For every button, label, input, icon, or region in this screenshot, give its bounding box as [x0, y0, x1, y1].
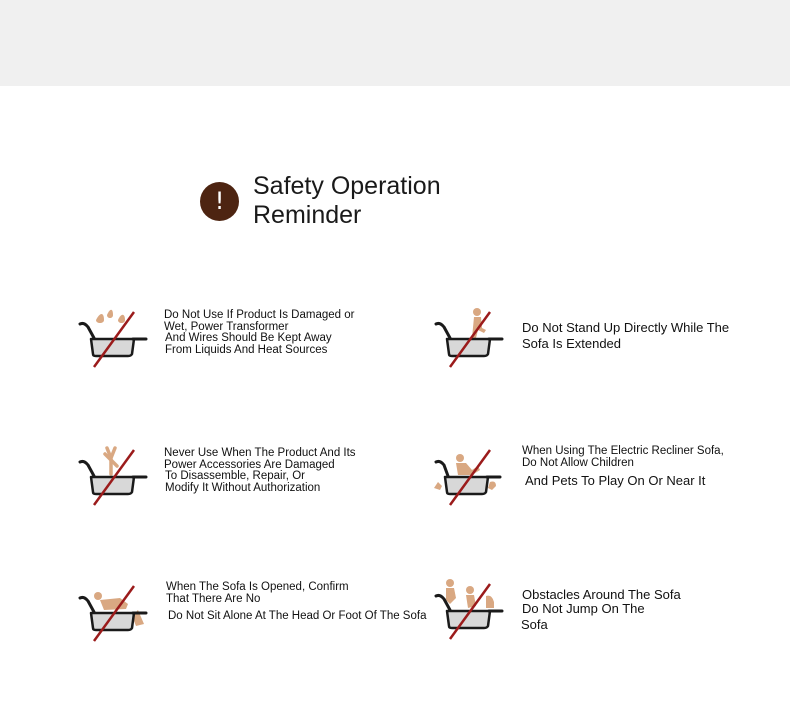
item-4-text: When Using The Electric Recliner Sofa, Do Not Allow Children And Pets To Play On Or Near It: [522, 445, 724, 488]
item-3-text: Never Use When The Product And Its Power Accessories Are Damaged To Disassemble, Repair, Or Modify It Without Authorization: [164, 447, 356, 494]
exclamation-icon: !: [200, 182, 239, 221]
title-line-2: Reminder: [253, 201, 362, 229]
item-2-text: Do Not Stand Up Directly While The Sofa Is Extended: [522, 320, 730, 351]
section-header: [200, 172, 441, 230]
item-6-text: Obstacles Around The Sofa Do Not Jump On The Sofa: [521, 587, 681, 632]
pot-child-pet-prohibited-icon: [432, 444, 502, 508]
item-5-text: When The Sofa Is Opened, Confirm That There Are No Do Not Sit Alone At The Head Or Foot Of The Sofa: [166, 581, 427, 622]
title-line-1: Safety Operation: [253, 172, 441, 200]
pot-person-standing-prohibited-icon: [434, 306, 504, 370]
top-banner: [0, 0, 790, 86]
pot-tools-prohibited-icon: [78, 444, 148, 508]
pot-person-lying-prohibited-icon: [78, 580, 148, 644]
pot-liquid-prohibited-icon: [78, 306, 148, 370]
page-title: [253, 172, 441, 230]
item-1-text: Do Not Use If Product Is Damaged or Wet, Power Transformer And Wires Should Be Kept Away From Liquids And Heat Sources: [164, 309, 355, 356]
pot-jumping-prohibited-icon: [434, 578, 504, 642]
